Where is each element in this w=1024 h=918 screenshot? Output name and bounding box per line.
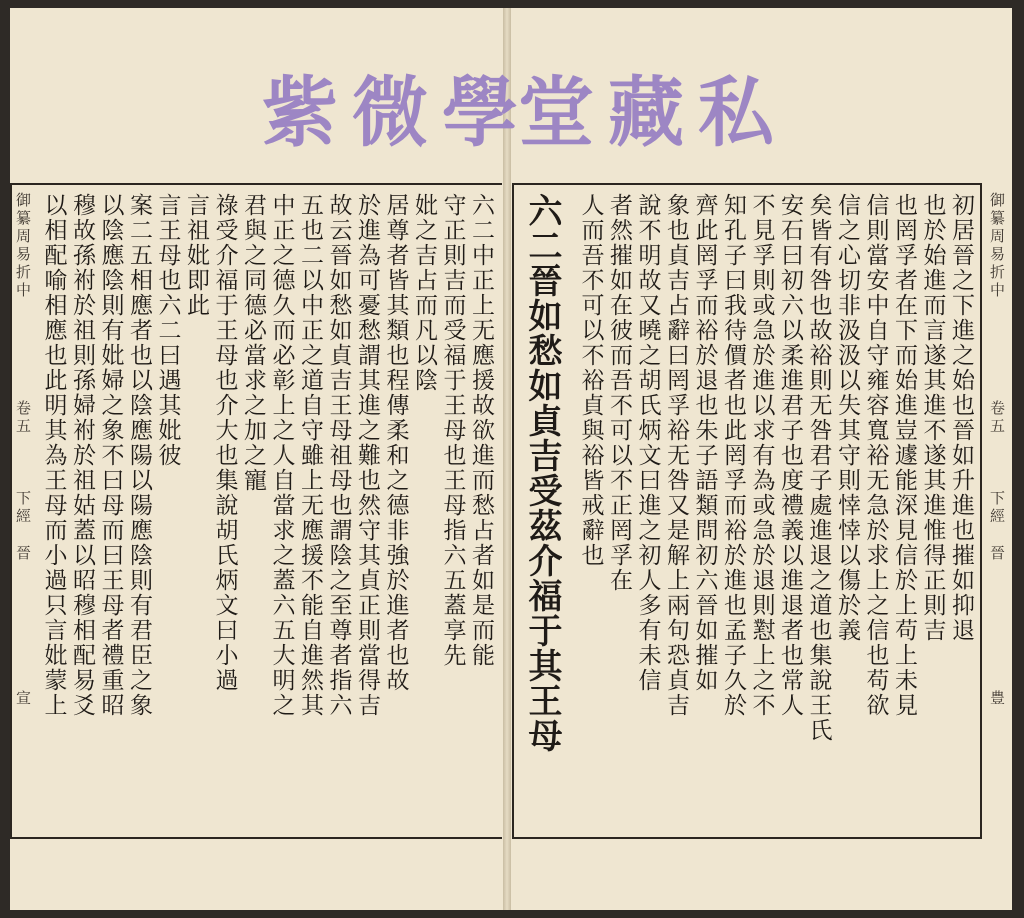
left-text-column: 案二五相應者也以陰應陽以陽應陰則有君臣之象	[126, 193, 152, 718]
right-text-column: 也於始進而言遂其進不遂其進惟得正則吉	[919, 193, 946, 643]
right-margin-volume: 卷五	[988, 400, 1006, 436]
right-margin-title: 御纂周易折中	[988, 192, 1006, 300]
right-text-frame	[512, 183, 982, 839]
left-text-column: 妣之吉占而凡以陰	[411, 193, 437, 393]
collector-seal-right: 堂藏私	[518, 68, 788, 157]
left-text-column: 中正之德久而必彰上之人自當求之蓋六五大明之	[268, 193, 295, 718]
left-text-column: 言王母也六二曰遇其妣彼	[154, 193, 181, 468]
right-text-column: 初居晉之下進之始也晉如升進也摧如抑退	[948, 193, 974, 643]
left-margin-hexagram: 晉	[14, 545, 32, 563]
right-text-column: 象也貞吉占辭曰罔孚裕无咎又是解上兩句恐貞吉	[663, 193, 689, 718]
left-text-column: 言祖妣即此	[183, 193, 209, 318]
right-margin-section: 下經	[988, 490, 1006, 526]
left-margin-page: 宣	[14, 690, 32, 708]
right-margin-hexagram: 晉	[988, 545, 1006, 563]
right-text-column: 信之心切非汲汲以失其守則悻悻以傷於義	[834, 193, 860, 643]
left-text-column: 五也二以中正之道自守雖上无應援不能自進然其	[297, 193, 323, 718]
left-text-frame	[10, 183, 502, 839]
right-text-column: 者然摧如在彼而吾不可以不正罔孚在	[606, 193, 632, 593]
hexagram-heading: 六二晉如愁如貞吉受茲介福于其王母	[522, 193, 562, 753]
left-text-column: 以陰應陰則有妣婦之象不曰母而曰王母者禮重昭	[97, 193, 124, 718]
left-text-column: 於進為可憂愁謂其進之難也然守其貞正則當得吉	[354, 193, 380, 718]
right-text-column: 也罔孚者在下而始進豈遽能深見信於上苟上未見	[891, 193, 917, 718]
collector-seal-left: 紫微學	[262, 68, 532, 157]
right-text-column: 齊此罔孚而裕於退也朱子語類問初六晉如摧如	[691, 193, 718, 693]
right-text-column: 人而吾不可以不裕貞與裕皆戒辭也	[577, 193, 604, 568]
left-margin-volume: 卷五	[14, 400, 32, 436]
left-text-column: 祿受介福于王母也介大也集說胡氏炳文曰小過	[211, 193, 238, 693]
left-text-column: 君與之同德必當求之加之寵	[240, 193, 266, 493]
right-margin-page: 豊	[988, 690, 1006, 708]
left-text-column: 以相配喻相應也此明其為王母而小過只言妣蒙上	[40, 193, 67, 718]
left-margin-section: 下經	[14, 490, 32, 526]
left-text-column: 六二中正上无應援故欲進而愁占者如是而能	[468, 193, 494, 668]
right-text-column: 信則當安中自守雍容寬裕无急於求上之信也苟欲	[862, 193, 889, 718]
left-text-column: 守正則吉而受福于王母也王母指六五蓋享先	[439, 193, 466, 668]
right-text-column: 不見孚則或急於進以求有為或急於退則懟上之不	[748, 193, 775, 718]
left-text-column: 故云晉如愁如貞吉王母祖母也謂陰之至尊者指六	[325, 193, 352, 718]
left-text-column: 居尊者皆其類也程傳柔和之德非強於進者也故	[382, 193, 409, 693]
right-text-column: 矣皆有咎也故裕則无咎君子處進退之道也集說王氏	[805, 193, 832, 743]
right-text-column: 知孔子曰我待價者也此罔孚而裕於進也孟子久於	[720, 193, 746, 718]
right-text-column: 安石曰初六以柔進君子也度禮義以進退者也常人	[777, 193, 803, 718]
left-text-column: 穆故孫祔於祖則孫婦祔於祖姑蓋以昭穆相配易爻	[69, 193, 95, 718]
left-margin-title: 御纂周易折中	[14, 192, 32, 300]
right-text-column: 說不明故又曉之胡氏炳文曰進之初人多有未信	[634, 193, 661, 693]
